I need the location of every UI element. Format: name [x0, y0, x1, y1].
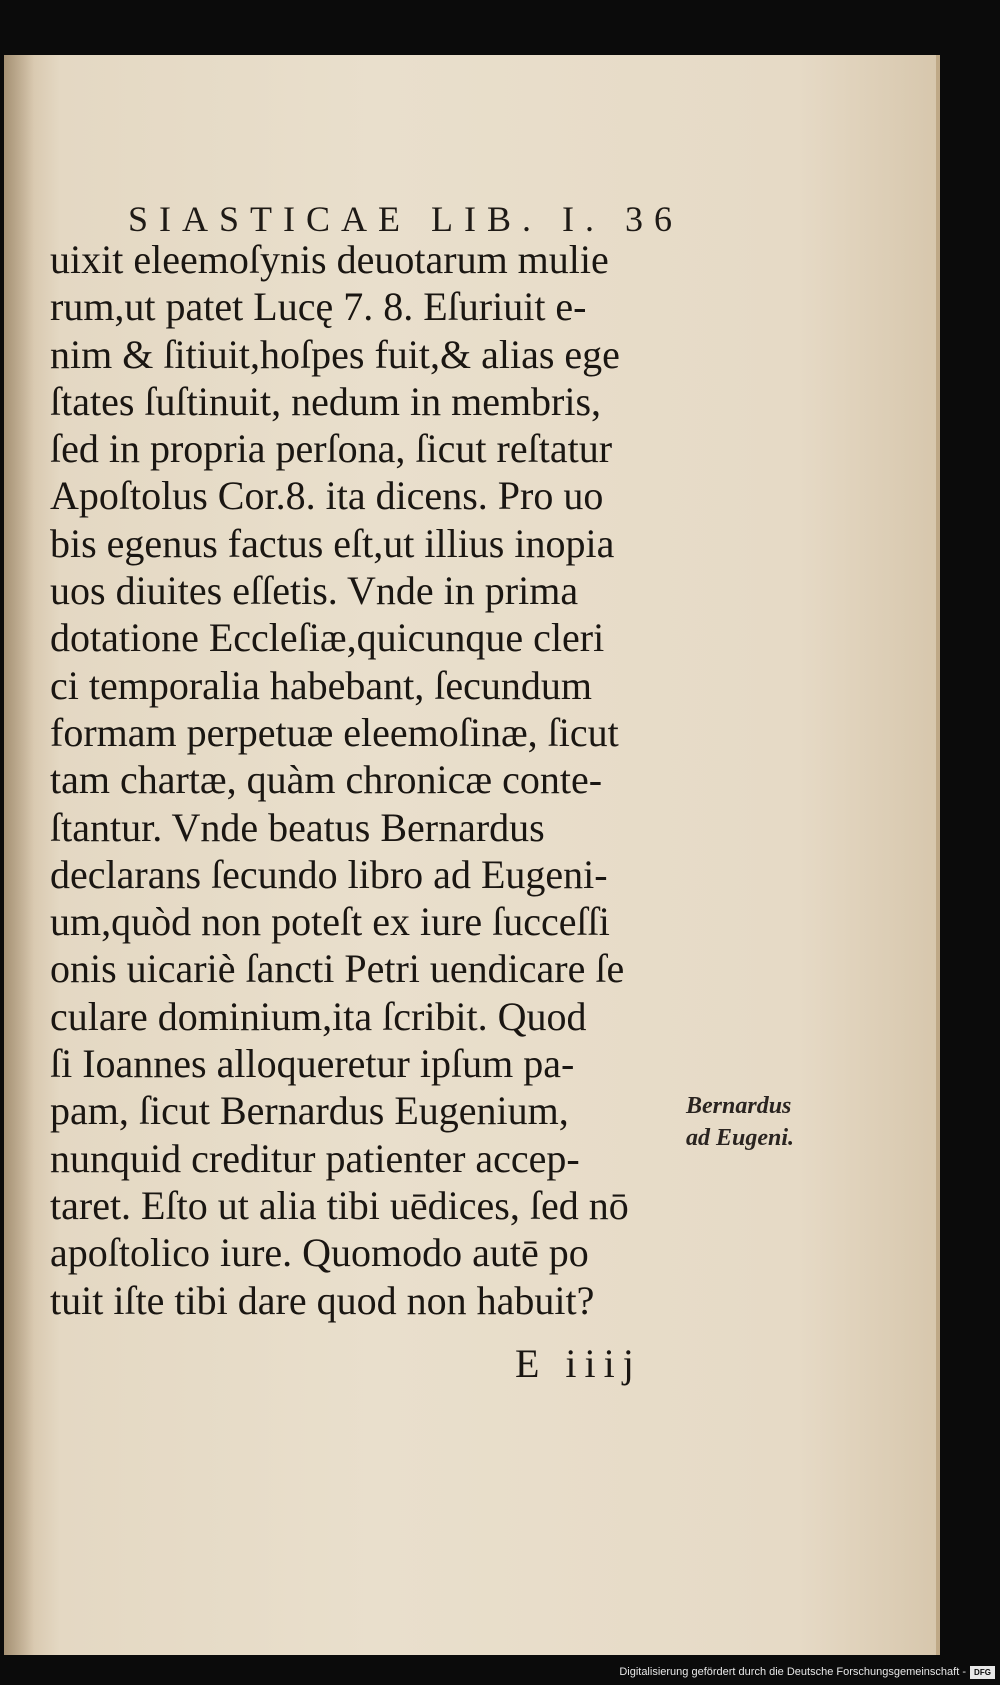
marginal-note-line: Bernardus — [686, 1093, 792, 1119]
text-line: ſi Ioannes alloqueretur ipſum pa- — [50, 1041, 575, 1087]
text-line: uixit eleemoſynis deuotarum mulie — [50, 237, 609, 282]
text-line: Apoſtolus Cor.8. ita dicens. Pro uo — [50, 473, 604, 519]
text-line: apoſtolico iure. Quomodo autē po — [50, 1230, 589, 1276]
text-line: dotatione Eccleſiæ,quicunque cleri — [50, 615, 605, 661]
text-line: nim & ſitiuit,hoſpes fuit,& alias ege — [50, 331, 620, 377]
text-line: ſtates ſuſtinuit, nedum in membris, — [50, 378, 602, 424]
text-line: onis uicariè ſancti Petri uendicare ſe — [50, 946, 625, 992]
text-line: pam, ſicut Bernardus Eugenium, — [50, 1088, 569, 1134]
marginal-note-line: ad Eugeni. — [686, 1125, 795, 1151]
text-line: ſed in propria perſona, ſicut reſtatur — [50, 426, 613, 472]
text-line: ci temporalia habebant, ſecundum — [50, 662, 593, 708]
text-line: nunquid creditur patienter accep- — [50, 1135, 580, 1181]
text-line: formam perpetuæ eleemoſinæ, ſicut — [50, 709, 619, 755]
text-line: culare dominium,ita ſcribit. Quod — [50, 993, 587, 1039]
text-line: declarans ſecundo libro ad Eugeni- — [50, 851, 608, 897]
text-line: tuit iſte tibi dare quod non habuit? — [50, 1277, 595, 1323]
text-line: rum,ut patet Lucę 7. 8. Eſuriuit e- — [50, 284, 587, 330]
text-line: bis egenus factus eſt,ut illius inopia — [50, 520, 615, 566]
body-text — [50, 236, 686, 1324]
dfg-logo: DFG — [970, 1666, 995, 1679]
text-line: ſtantur. Vnde beatus Bernardus — [50, 804, 545, 850]
text-line: taret. Eſto ut alia tibi uēdices, ſed nō — [50, 1182, 629, 1228]
signature-mark: E iiij — [515, 1341, 642, 1386]
funding-credit: Digitalisierung gefördert durch die Deutsche Forschungsgemeinschaft - — [619, 1666, 966, 1678]
marginal-note — [686, 1090, 794, 1154]
text-line: tam chartæ, quàm chronicæ conte- — [50, 757, 603, 803]
text-line: uos diuites eſſetis. Vnde in prima — [50, 568, 579, 614]
running-head: SIASTICAE LIB. I. 36 — [128, 199, 683, 239]
text-line: um,quòd non poteſt ex iure ſucceſſi — [50, 899, 610, 945]
